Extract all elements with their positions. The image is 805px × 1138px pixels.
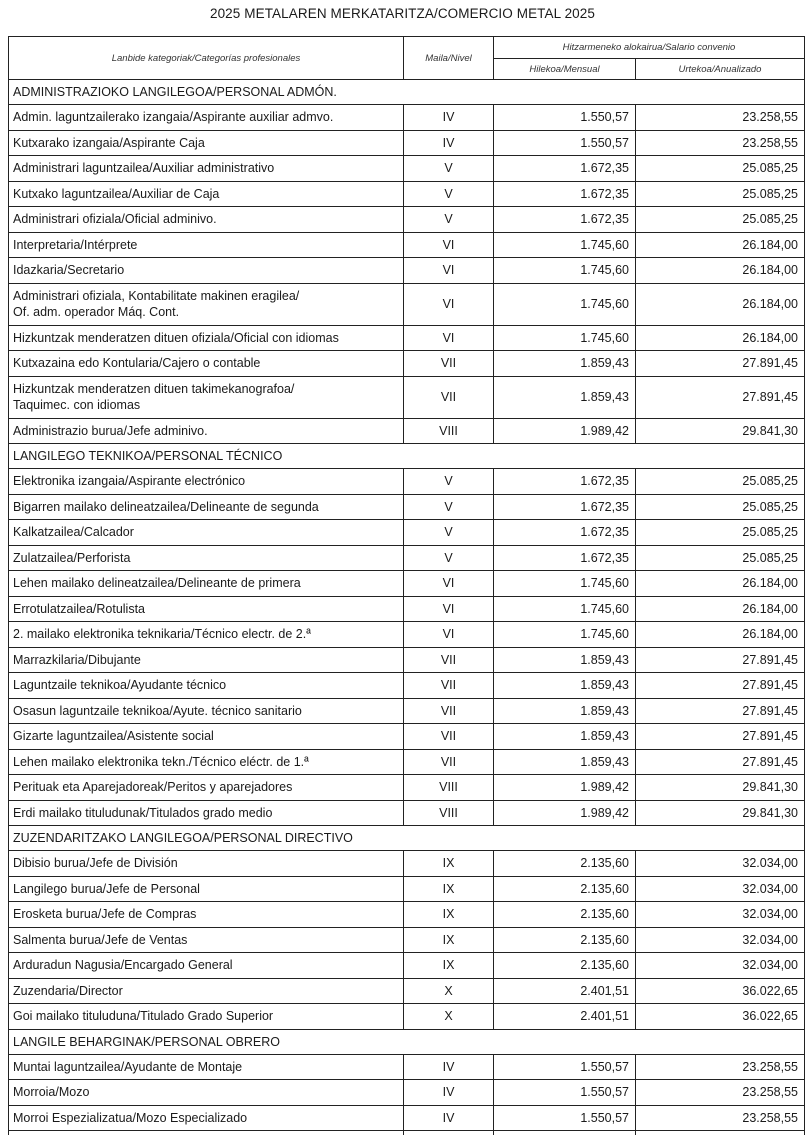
category-cell <box>9 571 404 597</box>
category-cell <box>9 596 404 622</box>
annual-cell: 27.891,45 <box>636 749 805 775</box>
annual-cell: 25.085,25 <box>636 156 805 182</box>
category-name: Muntai laguntzailea/Ayudante de Montaje <box>13 1059 243 1074</box>
category-name: Zulatzailea/Perforista <box>13 550 131 565</box>
category-name: Laguntzaile teknikoa/Ayudante técnico <box>13 678 227 693</box>
category-cell <box>9 418 404 444</box>
category-cell <box>9 698 404 724</box>
category-cell <box>9 469 404 495</box>
annual-cell: 32.034,00 <box>636 851 805 877</box>
category-name: Kutxarako izangaia/Aspirante Caja <box>13 135 205 150</box>
level-cell: IX <box>404 953 494 979</box>
annual-cell: 23.258,55 <box>636 1105 805 1131</box>
annual-cell: 23.258,55 <box>636 105 805 131</box>
category-cell <box>9 130 404 156</box>
category-cell <box>9 105 404 131</box>
header-monthly: Hilekoa/Mensual <box>494 59 636 80</box>
category-name: Administrazio burua/Jefe adminivo. <box>13 423 208 438</box>
monthly-cell: 1.672,35 <box>494 545 636 571</box>
table-row <box>9 258 805 284</box>
table-row <box>9 325 805 351</box>
level-cell: V <box>404 181 494 207</box>
level-cell: VII <box>404 351 494 377</box>
category-name: Hizkuntzak menderatzen dituen takimekanografoa/ <box>13 382 295 396</box>
category-cell <box>9 902 404 928</box>
monthly-cell: 1.859,43 <box>494 647 636 673</box>
level-cell: VIII <box>404 775 494 801</box>
category-name: Hizkuntzak menderatzen dituen ofiziala/Oficial con idiomas <box>13 330 339 345</box>
annual-cell: 32.034,00 <box>636 927 805 953</box>
level-cell: IX <box>404 902 494 928</box>
level-cell: IV <box>404 1105 494 1131</box>
category-cell <box>9 1080 404 1106</box>
level-cell: VII <box>404 749 494 775</box>
table-row <box>9 775 805 801</box>
table-row <box>9 207 805 233</box>
category-name-line2: Taquimec. con idiomas <box>13 398 141 412</box>
monthly-cell: 1.550,57 <box>494 1105 636 1131</box>
table-row <box>9 851 805 877</box>
category-name-line2: Of. adm. operador Máq. Cont. <box>13 305 180 319</box>
monthly-cell: 1.859,43 <box>494 376 636 418</box>
section-header-row <box>9 826 805 851</box>
empty-cell <box>494 1131 636 1136</box>
level-cell: VI <box>404 283 494 325</box>
annual-cell: 29.841,30 <box>636 800 805 826</box>
annual-cell: 25.085,25 <box>636 545 805 571</box>
annual-cell: 32.034,00 <box>636 902 805 928</box>
category-name: Gizarte laguntzailea/Asistente social <box>13 729 214 744</box>
monthly-cell: 1.672,35 <box>494 494 636 520</box>
category-name: Lehen mailako delineatzailea/Delineante de primera <box>13 576 301 591</box>
category-name: Interpretaria/Intérprete <box>13 237 138 252</box>
annual-cell: 26.184,00 <box>636 622 805 648</box>
category-name: Erosketa burua/Jefe de Compras <box>13 907 197 922</box>
category-cell <box>9 927 404 953</box>
level-cell: V <box>404 520 494 546</box>
header-level: Maila/Nivel <box>404 37 494 80</box>
level-cell: IV <box>404 105 494 131</box>
header-category: Lanbide kategoriak/Categorías profesionales <box>9 37 404 80</box>
annual-cell: 27.891,45 <box>636 647 805 673</box>
annual-cell: 32.034,00 <box>636 876 805 902</box>
table-row <box>9 545 805 571</box>
level-cell: VII <box>404 724 494 750</box>
level-cell: VI <box>404 325 494 351</box>
category-cell <box>9 181 404 207</box>
category-name: Morroia/Mozo <box>13 1085 90 1100</box>
section-title: ADMINISTRAZIOKO LANGILEGOA/PERSONAL ADMÓN. <box>9 80 805 105</box>
table-row <box>9 1080 805 1106</box>
monthly-cell: 1.745,60 <box>494 232 636 258</box>
category-cell <box>9 1004 404 1030</box>
table-row <box>9 1105 805 1131</box>
category-name: Salmenta burua/Jefe de Ventas <box>13 932 188 947</box>
category-cell <box>9 953 404 979</box>
empty-cell <box>636 1131 805 1136</box>
table-row <box>9 156 805 182</box>
monthly-cell: 2.401,51 <box>494 1004 636 1030</box>
section-title: LANGILE BEHARGINAK/PERSONAL OBRERO <box>9 1029 805 1054</box>
table-row <box>9 953 805 979</box>
annual-cell: 25.085,25 <box>636 207 805 233</box>
category-name: Admin. laguntzailerako izangaia/Aspirante auxiliar admvo. <box>13 110 334 125</box>
level-cell: VIII <box>404 418 494 444</box>
table-row <box>9 351 805 377</box>
category-cell <box>9 494 404 520</box>
annual-cell: 32.034,00 <box>636 953 805 979</box>
category-name: Morroi Espezializatua/Mozo Especializado <box>13 1110 248 1125</box>
category-cell <box>9 520 404 546</box>
monthly-cell: 1.745,60 <box>494 596 636 622</box>
monthly-cell: 1.859,43 <box>494 749 636 775</box>
category-cell <box>9 800 404 826</box>
category-name: Erdi mailako tituludunak/Titulados grado medio <box>13 805 273 820</box>
annual-cell: 26.184,00 <box>636 283 805 325</box>
category-cell <box>9 622 404 648</box>
category-cell <box>9 283 404 325</box>
level-cell: V <box>404 156 494 182</box>
category-cell <box>9 258 404 284</box>
monthly-cell: 2.135,60 <box>494 927 636 953</box>
category-name: Lehen mailako elektronika tekn./Técnico eléctr. de 1.ª <box>13 754 309 769</box>
table-row <box>9 673 805 699</box>
category-cell <box>9 647 404 673</box>
level-cell: VI <box>404 596 494 622</box>
monthly-cell: 1.745,60 <box>494 571 636 597</box>
category-cell <box>9 207 404 233</box>
category-cell <box>9 851 404 877</box>
table-row <box>9 1054 805 1080</box>
annual-cell: 23.258,55 <box>636 1054 805 1080</box>
annual-cell: 29.841,30 <box>636 775 805 801</box>
annual-cell: 36.022,65 <box>636 978 805 1004</box>
section-header-row <box>9 80 805 105</box>
annual-cell: 27.891,45 <box>636 351 805 377</box>
table-row <box>9 130 805 156</box>
table-row <box>9 596 805 622</box>
annual-cell: 26.184,00 <box>636 596 805 622</box>
level-cell: V <box>404 469 494 495</box>
table-row <box>9 1004 805 1030</box>
annual-cell: 27.891,45 <box>636 376 805 418</box>
category-name: Perituak eta Aparejadoreak/Peritos y aparejadores <box>13 780 293 795</box>
monthly-cell: 1.672,35 <box>494 181 636 207</box>
table-row <box>9 520 805 546</box>
monthly-cell: 2.135,60 <box>494 953 636 979</box>
monthly-cell: 2.135,60 <box>494 902 636 928</box>
level-cell: IX <box>404 876 494 902</box>
level-cell: IX <box>404 927 494 953</box>
table-row <box>9 724 805 750</box>
annual-cell: 26.184,00 <box>636 232 805 258</box>
header-salary-group: Hitzarmeneko alokairua/Salario convenio <box>494 37 805 59</box>
level-cell: X <box>404 978 494 1004</box>
category-name: Osasun laguntzaile teknikoa/Ayute. técnico sanitario <box>13 703 302 718</box>
table-row <box>9 927 805 953</box>
category-cell <box>9 978 404 1004</box>
table-row <box>9 105 805 131</box>
category-name: Langilego burua/Jefe de Personal <box>13 881 200 896</box>
category-cell <box>9 545 404 571</box>
cut-off-row <box>9 1131 805 1136</box>
section-title: LANGILEGO TEKNIKOA/PERSONAL TÉCNICO <box>9 444 805 469</box>
annual-cell: 23.258,55 <box>636 1080 805 1106</box>
monthly-cell: 1.989,42 <box>494 775 636 801</box>
table-row <box>9 571 805 597</box>
monthly-cell: 1.989,42 <box>494 418 636 444</box>
category-name: Zuzendaria/Director <box>13 983 123 998</box>
category-name: Kutxako laguntzailea/Auxiliar de Caja <box>13 186 220 201</box>
level-cell: VII <box>404 376 494 418</box>
annual-cell: 26.184,00 <box>636 258 805 284</box>
category-cell <box>9 724 404 750</box>
monthly-cell: 1.859,43 <box>494 351 636 377</box>
section-header-row <box>9 1029 805 1054</box>
category-name: Bigarren mailako delineatzailea/Delineante de segunda <box>13 499 319 514</box>
section-header-row <box>9 444 805 469</box>
level-cell: VI <box>404 571 494 597</box>
category-cell <box>9 1054 404 1080</box>
category-name: Arduradun Nagusia/Encargado General <box>13 958 233 973</box>
table-row <box>9 622 805 648</box>
annual-cell: 36.022,65 <box>636 1004 805 1030</box>
monthly-cell: 1.989,42 <box>494 800 636 826</box>
level-cell: VIII <box>404 800 494 826</box>
table-row <box>9 800 805 826</box>
category-name: 2. mailako elektronika teknikaria/Técnico electr. de 2.ª <box>13 627 311 642</box>
monthly-cell: 1.745,60 <box>494 622 636 648</box>
annual-cell: 25.085,25 <box>636 181 805 207</box>
table-row <box>9 749 805 775</box>
level-cell: VI <box>404 622 494 648</box>
level-cell: IV <box>404 130 494 156</box>
table-row <box>9 902 805 928</box>
level-cell: IV <box>404 1080 494 1106</box>
category-name: Administrari ofiziala, Kontabilitate makinen eragilea/ <box>13 289 300 303</box>
category-cell <box>9 351 404 377</box>
category-name: Administrari laguntzailea/Auxiliar administrativo <box>13 161 275 176</box>
monthly-cell: 1.550,57 <box>494 130 636 156</box>
monthly-cell: 2.135,60 <box>494 876 636 902</box>
monthly-cell: 1.745,60 <box>494 325 636 351</box>
annual-cell: 25.085,25 <box>636 469 805 495</box>
annual-cell: 27.891,45 <box>636 698 805 724</box>
annual-cell: 23.258,55 <box>636 130 805 156</box>
level-cell: IV <box>404 1054 494 1080</box>
category-name: Dibisio burua/Jefe de División <box>13 856 178 871</box>
level-cell: VII <box>404 698 494 724</box>
category-name: Goi mailako tituluduna/Titulado Grado Superior <box>13 1009 274 1024</box>
table-row <box>9 698 805 724</box>
annual-cell: 25.085,25 <box>636 520 805 546</box>
salary-table <box>8 36 805 1135</box>
level-cell: V <box>404 494 494 520</box>
table-row <box>9 418 805 444</box>
category-name: Administrari ofiziala/Oficial adminivo. <box>13 212 217 227</box>
monthly-cell: 1.672,35 <box>494 520 636 546</box>
monthly-cell: 1.859,43 <box>494 698 636 724</box>
category-cell <box>9 232 404 258</box>
monthly-cell: 1.672,35 <box>494 207 636 233</box>
monthly-cell: 1.745,60 <box>494 258 636 284</box>
monthly-cell: 1.550,57 <box>494 105 636 131</box>
level-cell: VI <box>404 232 494 258</box>
section-title: ZUZENDARITZAKO LANGILEGOA/PERSONAL DIRECTIVO <box>9 826 805 851</box>
monthly-cell: 1.672,35 <box>494 156 636 182</box>
table-row <box>9 469 805 495</box>
annual-cell: 27.891,45 <box>636 673 805 699</box>
annual-cell: 26.184,00 <box>636 571 805 597</box>
category-cell <box>9 1105 404 1131</box>
level-cell: V <box>404 545 494 571</box>
monthly-cell: 2.401,51 <box>494 978 636 1004</box>
annual-cell: 25.085,25 <box>636 494 805 520</box>
category-name: Idazkaria/Secretario <box>13 263 125 278</box>
empty-cell <box>9 1131 404 1136</box>
document-title: 2025 METALAREN MERKATARITZA/COMERCIO METAL 2025 <box>209 6 596 21</box>
monthly-cell: 1.859,43 <box>494 673 636 699</box>
empty-cell <box>404 1131 494 1136</box>
category-cell <box>9 876 404 902</box>
table-row <box>9 181 805 207</box>
category-cell <box>9 673 404 699</box>
annual-cell: 29.841,30 <box>636 418 805 444</box>
category-name: Marrazkilaria/Dibujante <box>13 652 141 667</box>
table-row <box>9 232 805 258</box>
level-cell: IX <box>404 851 494 877</box>
monthly-cell: 2.135,60 <box>494 851 636 877</box>
annual-cell: 27.891,45 <box>636 724 805 750</box>
category-name: Kalkatzailea/Calcador <box>13 525 134 540</box>
table-row <box>9 283 805 325</box>
table-row <box>9 647 805 673</box>
category-cell <box>9 775 404 801</box>
table-row <box>9 494 805 520</box>
table-row <box>9 376 805 418</box>
level-cell: VI <box>404 258 494 284</box>
table-row <box>9 876 805 902</box>
annual-cell: 26.184,00 <box>636 325 805 351</box>
monthly-cell: 1.550,57 <box>494 1054 636 1080</box>
monthly-cell: 1.745,60 <box>494 283 636 325</box>
category-cell <box>9 749 404 775</box>
category-name: Kutxazaina edo Kontularia/Cajero o contable <box>13 356 261 371</box>
monthly-cell: 1.550,57 <box>494 1080 636 1106</box>
level-cell: VII <box>404 673 494 699</box>
monthly-cell: 1.672,35 <box>494 469 636 495</box>
category-cell <box>9 325 404 351</box>
category-name: Errotulatzailea/Rotulista <box>13 601 146 616</box>
level-cell: V <box>404 207 494 233</box>
monthly-cell: 1.859,43 <box>494 724 636 750</box>
category-cell <box>9 156 404 182</box>
category-name: Elektronika izangaia/Aspirante electrónico <box>13 474 246 489</box>
table-row <box>9 978 805 1004</box>
level-cell: VII <box>404 647 494 673</box>
header-annual: Urtekoa/Anualizado <box>636 59 805 80</box>
level-cell: X <box>404 1004 494 1030</box>
category-cell <box>9 376 404 418</box>
